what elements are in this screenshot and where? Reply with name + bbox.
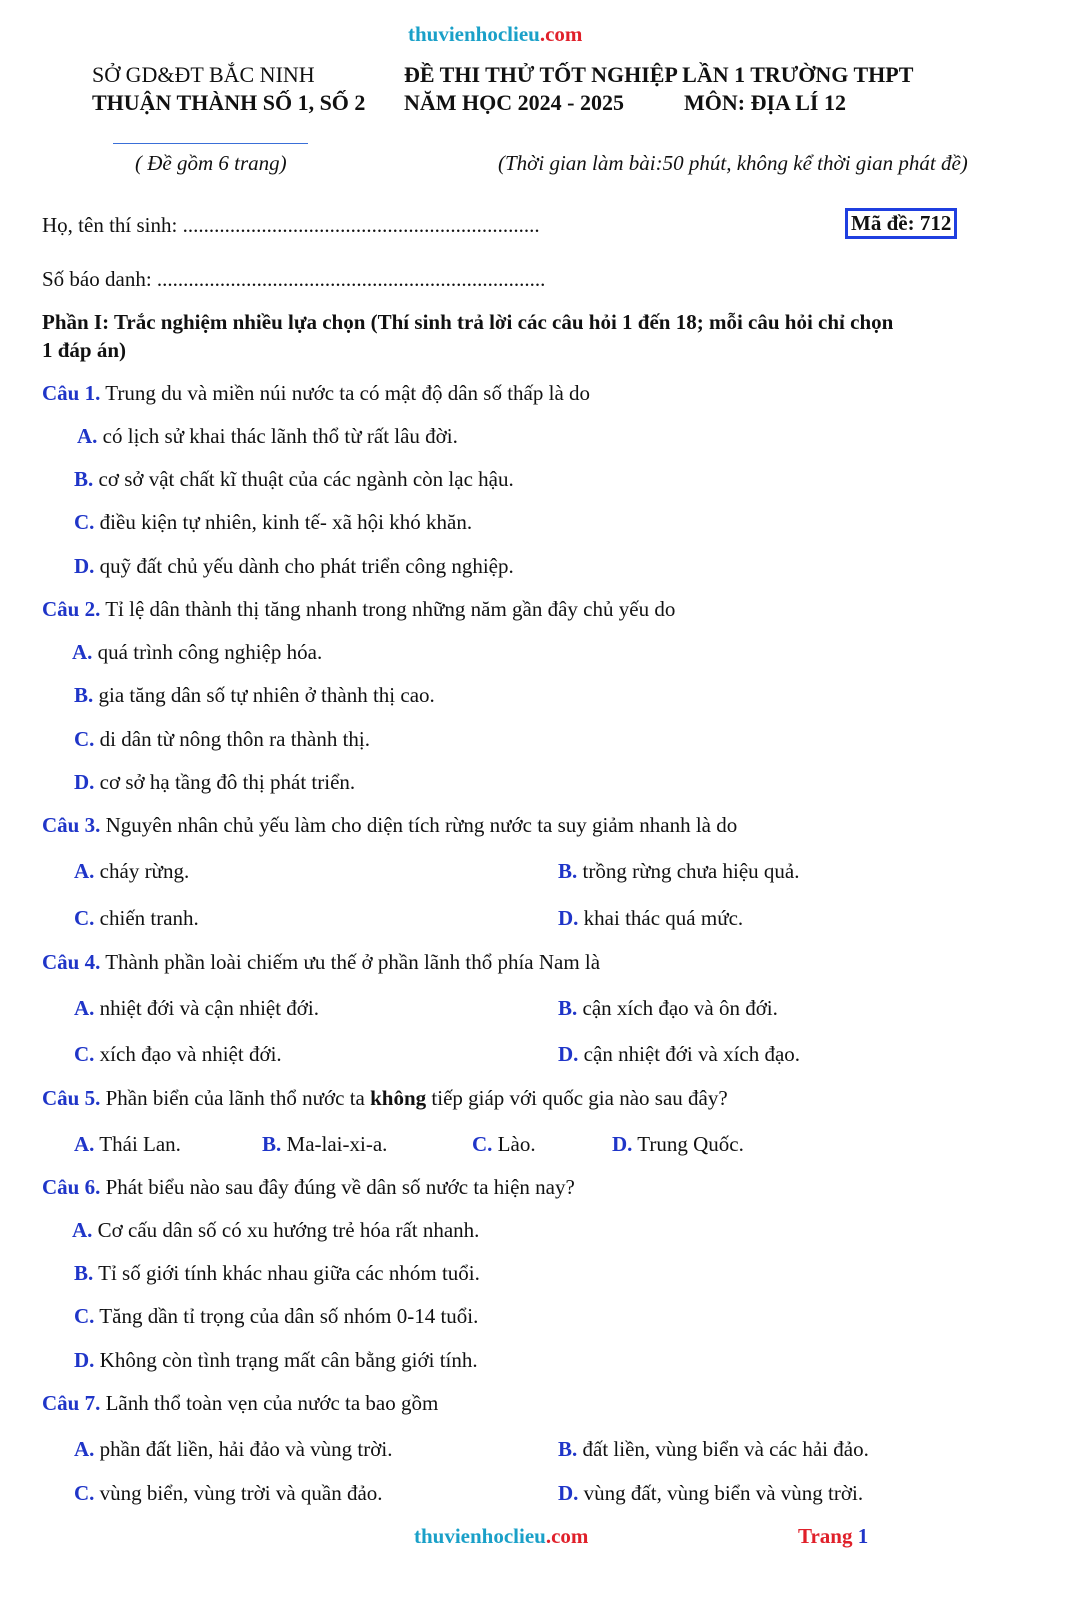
option-text: có lịch sử khai thác lãnh thổ từ rất lâu đời.	[97, 424, 458, 448]
question-label: Câu 5.	[42, 1086, 101, 1110]
question-5	[42, 1086, 728, 1111]
question-3	[42, 813, 737, 838]
q7-option-b	[558, 1437, 869, 1462]
q7-option-a	[74, 1437, 392, 1462]
question-7	[42, 1391, 438, 1416]
option-label: D.	[74, 554, 95, 578]
option-text: Tỉ số giới tính khác nhau giữa các nhóm tuổi.	[93, 1261, 480, 1285]
option-text: Trung Quốc.	[632, 1132, 744, 1156]
option-label: B.	[74, 1261, 94, 1285]
site-name-part1: thuvienhoclieu	[414, 1524, 546, 1548]
school-name: THUẬN THÀNH SỐ 1, SỐ 2	[92, 90, 366, 115]
option-label: B.	[74, 467, 94, 491]
question-text: Thành phần loài chiếm ưu thế ở phần lãnh thổ phía Nam là	[100, 950, 601, 974]
option-text: Ma-lai-xi-a.	[281, 1132, 388, 1156]
option-label: D.	[612, 1132, 633, 1156]
q6-option-c	[74, 1304, 478, 1329]
q2-option-c	[74, 727, 370, 752]
option-text: nhiệt đới và cận nhiệt đới.	[94, 996, 319, 1020]
option-text: chiến tranh.	[94, 906, 199, 930]
option-label: D.	[74, 1348, 95, 1372]
site-name-part2: .com	[539, 22, 583, 46]
option-text: quỹ đất chủ yếu dành cho phát triển công nghiệp.	[94, 554, 514, 578]
option-text: khai thác quá mức.	[578, 906, 744, 930]
option-text: xích đạo và nhiệt đới.	[94, 1042, 282, 1066]
question-label: Câu 6.	[42, 1175, 101, 1199]
option-label: D.	[558, 906, 579, 930]
time-note: (Thời gian làm bài:50 phút, không kể thời gian phát đề)	[498, 151, 968, 175]
option-text: Cơ cấu dân số có xu hướng trẻ hóa rất nhanh.	[92, 1218, 480, 1242]
page-word: Trang	[798, 1524, 853, 1548]
q3-option-b	[558, 859, 799, 884]
question-label: Câu 3.	[42, 813, 101, 837]
question-4	[42, 950, 600, 975]
option-label: C.	[74, 727, 95, 751]
q3-option-a	[74, 859, 189, 884]
exam-title: ĐỀ THI THỬ TỐT NGHIỆP LẦN 1 TRƯỜNG THPT	[404, 62, 914, 87]
option-label: A.	[72, 1218, 93, 1242]
option-text: phần đất liền, hải đảo và vùng trời.	[94, 1437, 393, 1461]
q2-option-d	[74, 770, 355, 795]
option-label: D.	[558, 1481, 579, 1505]
subject: MÔN: ĐỊA LÍ 12	[684, 90, 846, 115]
q6-option-d	[74, 1348, 478, 1373]
option-label: C.	[74, 510, 95, 534]
q5-option-a	[74, 1132, 181, 1157]
option-label: B.	[262, 1132, 282, 1156]
site-name-top	[408, 22, 582, 47]
q4-option-c	[74, 1042, 282, 1067]
q5-option-b	[262, 1132, 387, 1157]
option-label: C.	[74, 1304, 95, 1328]
q1-option-a	[77, 424, 458, 449]
option-label: A.	[74, 996, 95, 1020]
site-name-footer	[414, 1524, 588, 1549]
option-text: cơ sở vật chất kĩ thuật của các ngành còn lạc hậu.	[93, 467, 514, 491]
option-text: điều kiện tự nhiên, kinh tế- xã hội khó khăn.	[94, 510, 473, 534]
option-text: gia tăng dân số tự nhiên ở thành thị cao.	[93, 683, 435, 707]
option-label: D.	[558, 1042, 579, 1066]
option-text: Tăng dần tỉ trọng của dân số nhóm 0-14 tuổi.	[94, 1304, 479, 1328]
option-text: vùng đất, vùng biển và vùng trời.	[578, 1481, 864, 1505]
question-label: Câu 1.	[42, 381, 101, 405]
option-text: Lào.	[492, 1132, 536, 1156]
question-6	[42, 1175, 575, 1200]
section-heading-line2: 1 đáp án)	[42, 338, 127, 362]
option-label: C.	[74, 906, 95, 930]
option-label: A.	[74, 859, 95, 883]
q3-option-d	[558, 906, 743, 931]
option-text: cận nhiệt đới và xích đạo.	[578, 1042, 801, 1066]
option-text: di dân từ nông thôn ra thành thị.	[94, 727, 371, 751]
question-label: Câu 7.	[42, 1391, 101, 1415]
option-text: vùng biển, vùng trời và quần đảo.	[94, 1481, 383, 1505]
school-year: NĂM HỌC 2024 - 2025	[404, 90, 624, 115]
q5-option-c	[472, 1132, 536, 1157]
q1-option-b	[74, 467, 514, 492]
page-number	[798, 1524, 868, 1549]
q6-option-a	[72, 1218, 479, 1243]
question-text-pre: Phần biển của lãnh thổ nước ta	[100, 1086, 371, 1110]
option-text: cận xích đạo và ôn đới.	[577, 996, 778, 1020]
q1-option-c	[74, 510, 472, 535]
page-num: 1	[857, 1524, 869, 1548]
option-text: đất liền, vùng biển và các hải đảo.	[577, 1437, 869, 1461]
q4-option-a	[74, 996, 319, 1021]
option-label: A.	[72, 640, 93, 664]
q2-option-a	[72, 640, 322, 665]
question-text-emphasis: không	[370, 1086, 427, 1110]
section-heading-line1: Phần I: Trắc nghiệm nhiều lựa chọn (Thí sinh trả lời các câu hỏi 1 đến 18; mỗi câu hỏi chỉ chọn	[42, 310, 894, 334]
option-label: D.	[74, 770, 95, 794]
option-label: B.	[558, 1437, 578, 1461]
option-text: quá trình công nghiệp hóa.	[92, 640, 323, 664]
option-text: trồng rừng chưa hiệu quả.	[577, 859, 800, 883]
q7-option-c	[74, 1481, 383, 1506]
header-underline	[113, 143, 308, 144]
question-label: Câu 4.	[42, 950, 101, 974]
option-label: B.	[558, 859, 578, 883]
option-text: cháy rừng.	[94, 859, 190, 883]
option-text: Thái Lan.	[94, 1132, 181, 1156]
candidate-number-field: Số báo danh: ..........................................................................	[42, 267, 546, 291]
q7-option-d	[558, 1481, 863, 1506]
option-label: A.	[74, 1437, 95, 1461]
option-label: B.	[558, 996, 578, 1020]
question-2	[42, 597, 675, 622]
q3-option-c	[74, 906, 199, 931]
option-text: Không còn tình trạng mất cân bằng giới tính.	[94, 1348, 478, 1372]
question-text: Nguyên nhân chủ yếu làm cho diện tích rừng nước ta suy giảm nhanh là do	[100, 813, 738, 837]
q2-option-b	[74, 683, 435, 708]
dept-name: SỞ GD&ĐT BẮC NINH	[92, 62, 315, 87]
question-text: Tỉ lệ dân thành thị tăng nhanh trong những năm gần đây chủ yếu do	[100, 597, 676, 621]
question-text-post: tiếp giáp với quốc gia nào sau đây?	[426, 1086, 728, 1110]
q5-option-d	[612, 1132, 744, 1157]
option-text: cơ sở hạ tầng đô thị phát triển.	[94, 770, 356, 794]
option-label: A.	[74, 1132, 95, 1156]
q6-option-b	[74, 1261, 480, 1286]
question-text: Trung du và miền núi nước ta có mật độ dân số thấp là do	[100, 381, 591, 405]
site-name-part2: .com	[545, 1524, 589, 1548]
question-text: Phát biểu nào sau đây đúng về dân số nước ta hiện nay?	[100, 1175, 575, 1199]
candidate-name-field: Họ, tên thí sinh: ....................................................................	[42, 213, 540, 237]
q1-option-d	[74, 554, 514, 579]
option-label: A.	[77, 424, 98, 448]
option-label: C.	[472, 1132, 493, 1156]
q4-option-d	[558, 1042, 800, 1067]
option-label: C.	[74, 1481, 95, 1505]
question-label: Câu 2.	[42, 597, 101, 621]
q4-option-b	[558, 996, 778, 1021]
question-1	[42, 381, 590, 406]
site-name-part1: thuvienhoclieu	[408, 22, 540, 46]
option-label: B.	[74, 683, 94, 707]
option-label: C.	[74, 1042, 95, 1066]
pages-note: ( Đề gồm 6 trang)	[135, 151, 287, 175]
question-text: Lãnh thổ toàn vẹn của nước ta bao gồm	[100, 1391, 439, 1415]
exam-code-box: Mã đề: 712	[845, 208, 957, 239]
